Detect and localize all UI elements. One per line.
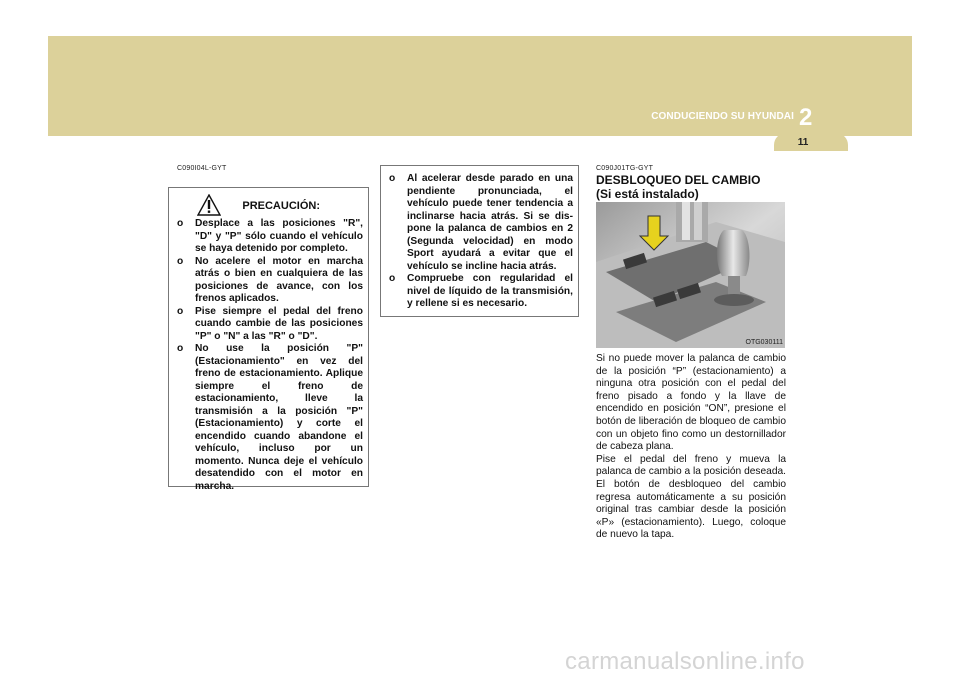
warning-box xyxy=(168,187,369,492)
photo-code: OTG030111 xyxy=(745,339,783,346)
chapter-number: 2 xyxy=(799,104,813,131)
list-item-text: Compruebe con regularidad el nivel de líquido de la transmisión, y rellene si es necesario. xyxy=(407,273,573,309)
note-box xyxy=(380,165,579,317)
section-heading xyxy=(596,173,786,201)
list-item-text: No acelere el motor en marcha atrás o bien en cualquiera de las posiciones de avance, con los frenos aplicados. xyxy=(195,255,363,304)
page-number: 11 xyxy=(797,137,809,148)
list-item xyxy=(387,273,573,311)
list-item xyxy=(175,306,363,344)
list-item-text: Al acelerar desde parado en una pendiente pronunciada, el vehículo puede tener tendencia a inclinarse hacia atrás. Si se dis-pone la palanca de cambios en 2 (Segunda velocidad) en modo Sport ayudará a evitar que el vehículo se incline hacia atrás. xyxy=(407,173,573,272)
bullet: o xyxy=(389,273,396,284)
warning-list xyxy=(175,218,363,493)
paragraph: Pise el pedal del freno y mueva la palanca de cambio a la posición deseada. El botón de desbloqueo del cambio regresa automáticamente a su posición original tras cambiar desde la posición «P» (estacionamiento). Luego, coloque de nuevo la tapa. xyxy=(596,453,786,541)
bullet: o xyxy=(177,343,184,354)
list-item xyxy=(175,218,363,256)
bullet: o xyxy=(177,218,184,229)
body-text xyxy=(596,353,786,542)
section-heading-line1: DESBLOQUEO DEL CAMBIO xyxy=(596,173,761,187)
shift-lever-illustration xyxy=(596,202,785,348)
paragraph: Si no puede mover la palanca de cambio de la posición “P” (estacionamiento) a ninguna otra posición con el pedal del freno pisado a fondo y la llave de encendido en posición “ON”, presione el botón de liberación de bloqueo de cambio con un objeto fino como un destornillador de cabeza plana. xyxy=(596,353,786,453)
shift-lever-photo xyxy=(596,202,785,348)
section-heading-line2: (Si está instalado) xyxy=(596,187,699,201)
right-section-code: C090J01TG-GYT xyxy=(596,165,654,172)
list-item xyxy=(175,256,363,306)
bullet: o xyxy=(177,305,184,317)
warning-title: PRECAUCIÓN: xyxy=(242,200,320,212)
bullet: o xyxy=(389,173,396,184)
list-item-text: Desplace a las posiciones "R", "D" y "P" sólo cuando el vehículo se haya detenido por completo. xyxy=(195,218,363,254)
bullet: o xyxy=(177,255,184,267)
list-item-text: Pise siempre el pedal del freno cuando cambie de las posiciones "P" o "N" a las "R" o "D". xyxy=(195,305,363,342)
list-item-text: No use la posición "P" (Estacionamiento" en vez del freno de estacionamiento. Aplique siempre el freno de estacionamiento, lleve la transmisión a la posición "P" (Estacionamiento) y corte el encendido cuando abandone el vehículo, incluso por un momento. Nunca deje el vehículo desatendido con el motor en marcha. xyxy=(195,343,363,492)
section-title: CONDUCIENDO SU HYUNDAI xyxy=(651,111,794,122)
list-item xyxy=(387,173,573,273)
note-list xyxy=(387,173,573,311)
list-item xyxy=(175,343,363,493)
left-section-code: C090I04L-GYT xyxy=(177,165,227,172)
watermark: carmanualsonline.info xyxy=(565,648,805,675)
